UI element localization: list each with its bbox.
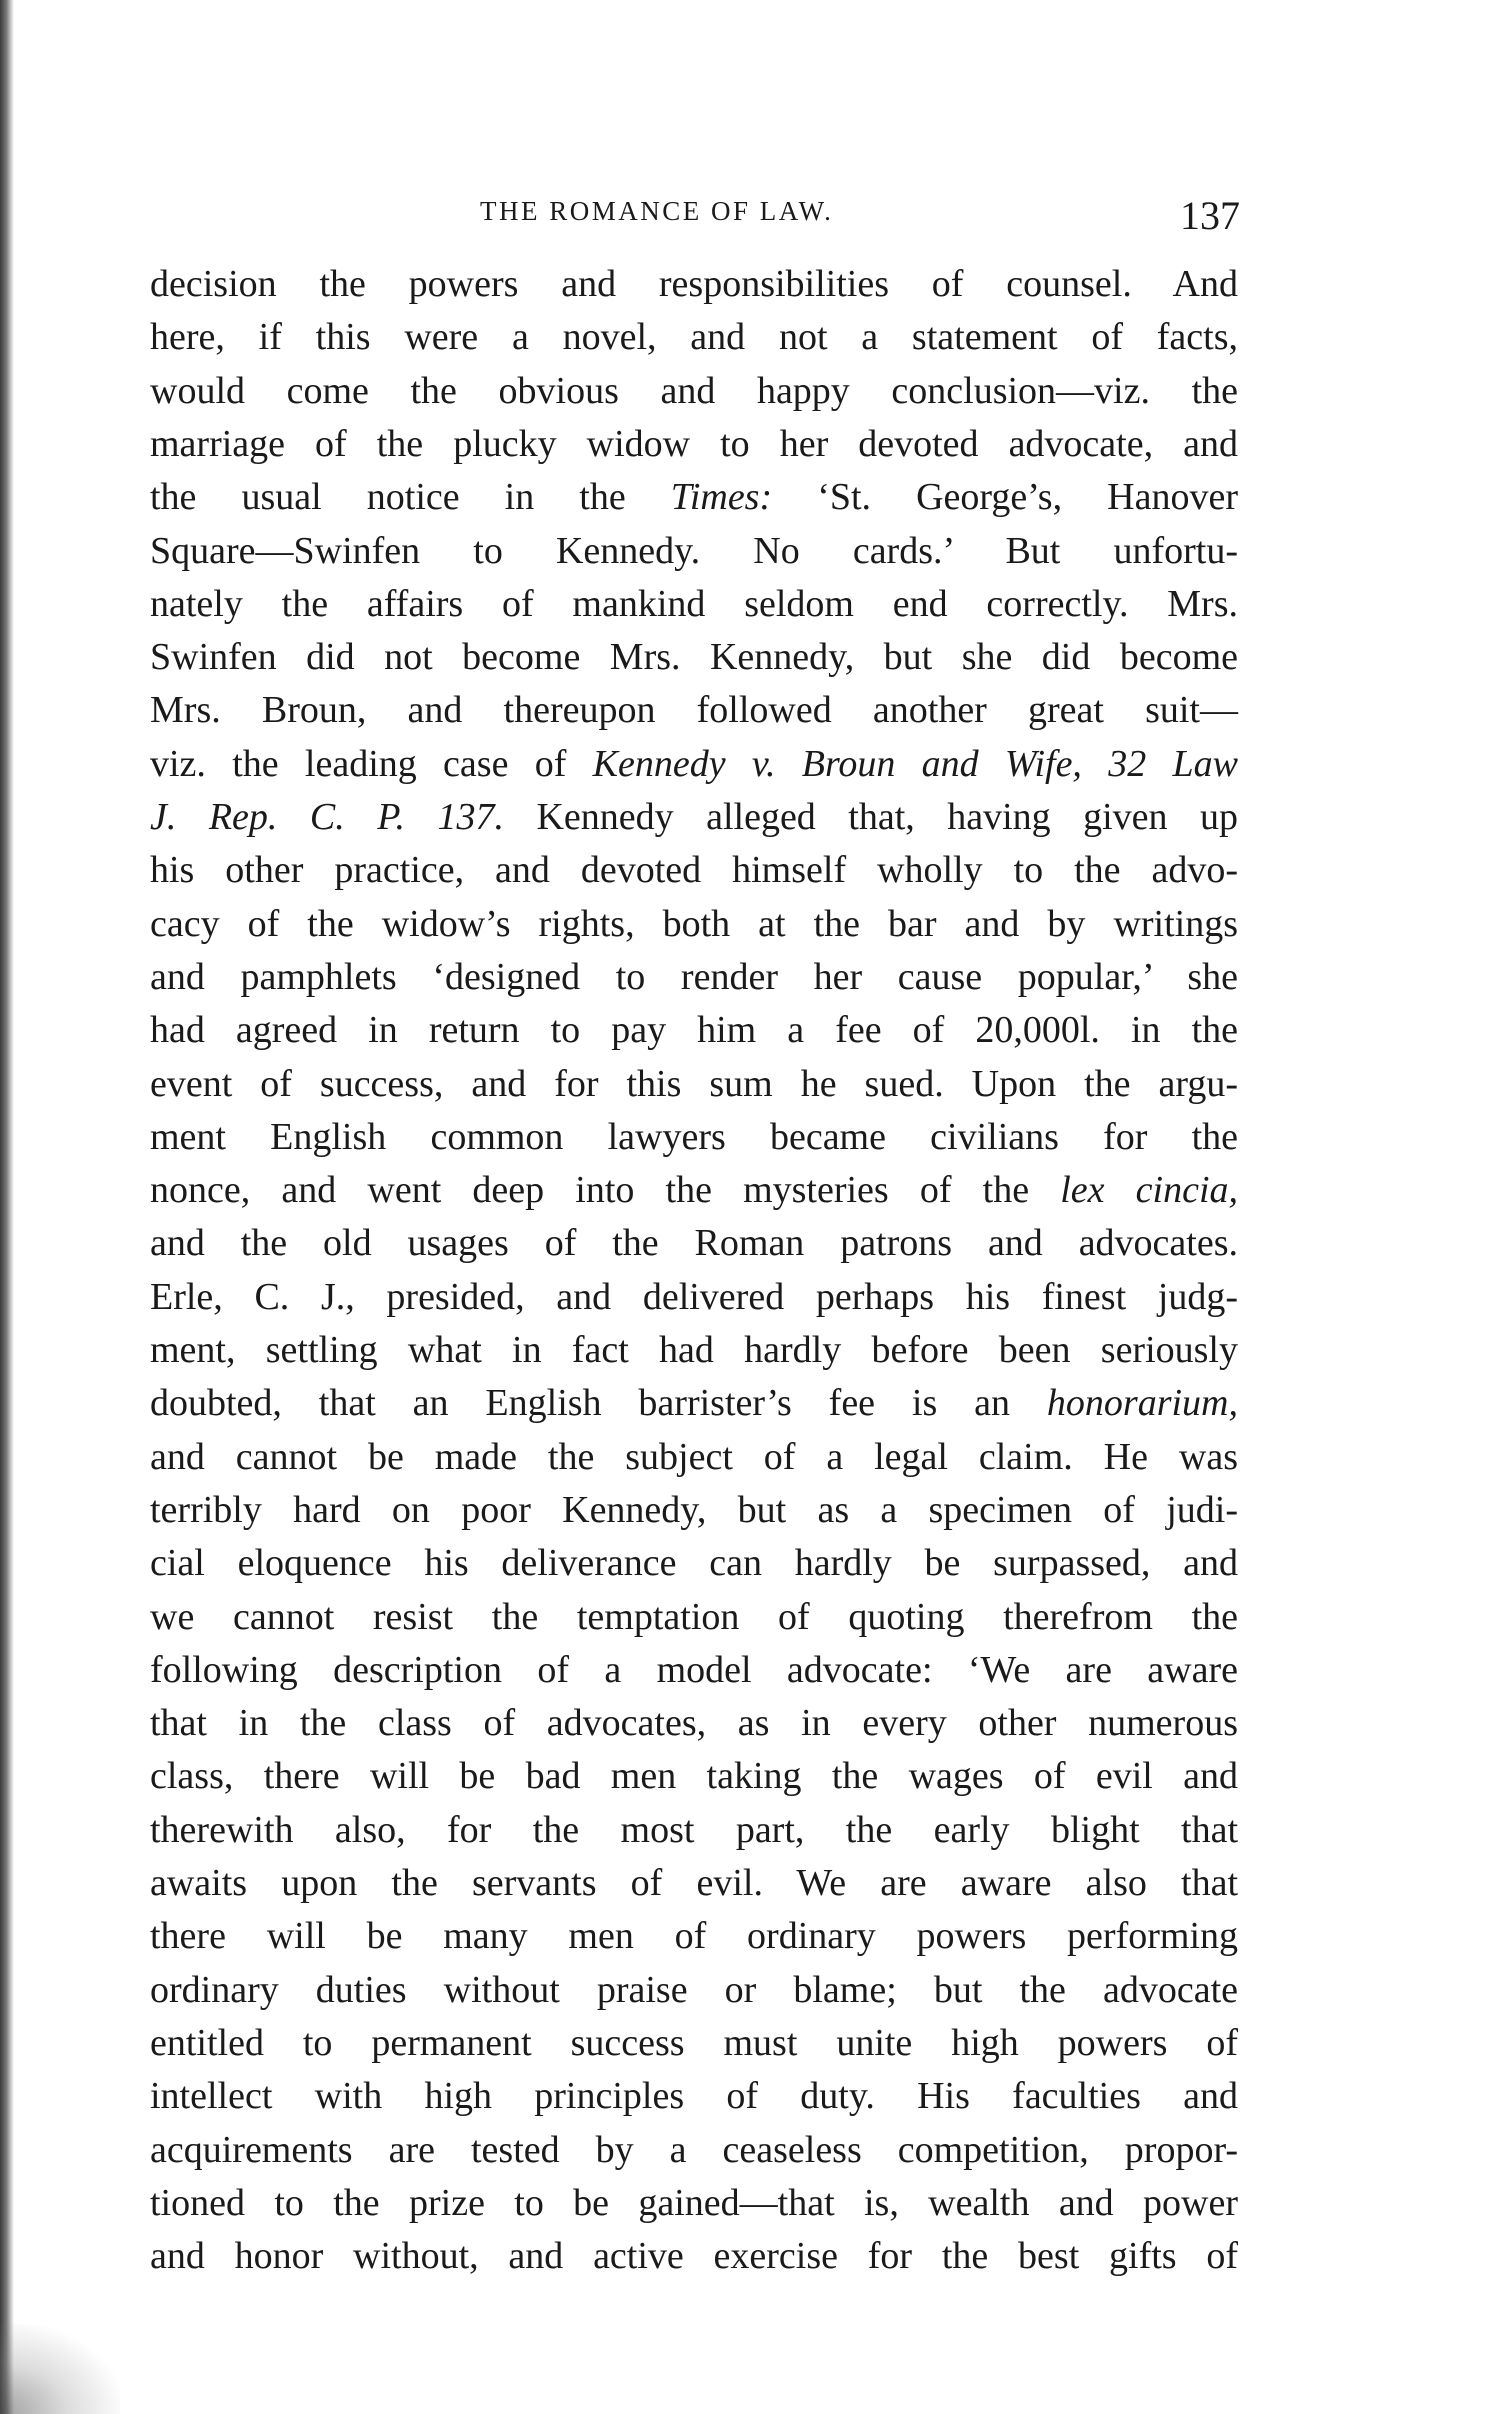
text-line: acquirements are tested by a ceaseless competition, propor-	[150, 2128, 1238, 2171]
text-line: there will be many men of ordinary powers performing	[150, 1915, 1238, 1958]
text-line: following description of a model advocate: ‘We are aware	[150, 1648, 1238, 1691]
text-line: ordinary duties without praise or blame; but the advocate	[150, 1968, 1238, 2011]
text-line: class, there will be bad men taking the wages of evil and	[150, 1755, 1238, 1798]
text-line: we cannot resist the temptation of quoting therefrom the	[150, 1595, 1238, 1638]
text-line: and honor without, and active exercise for the best gifts of	[150, 2235, 1238, 2278]
text-line: nately the affairs of mankind seldom end correctly. Mrs.	[150, 582, 1238, 625]
page-number: 137	[1180, 193, 1240, 238]
running-head: THE ROMANCE OF LAW.	[480, 196, 834, 226]
text-line: intellect with high principles of duty. His faculties and	[150, 2075, 1238, 2118]
text-line: Square—Swinfen to Kennedy. No cards.’ But unfortu-	[150, 529, 1238, 572]
text-line: Swinfen did not become Mrs. Kennedy, but she did become	[150, 636, 1238, 679]
text-line: marriage of the plucky widow to her devoted advocate, and	[150, 422, 1238, 465]
text-line: and pamphlets ‘designed to render her cause popular,’ she	[150, 955, 1238, 998]
text-line: and cannot be made the subject of a legal claim. He was	[150, 1435, 1238, 1478]
text-line: cacy of the widow’s rights, both at the bar and by writings	[150, 902, 1238, 945]
text-line: J. Rep. C. P. 137. Kennedy alleged that, having given up	[150, 796, 1239, 838]
text-line: ment English common lawyers became civilians for the	[150, 1115, 1238, 1158]
text-line: the usual notice in the Times: ‘St. George’s, Hanover	[150, 476, 1238, 519]
text-line: his other practice, and devoted himself wholly to the advo-	[150, 849, 1238, 892]
text-line: here, if this were a novel, and not a statement of facts,	[150, 316, 1238, 359]
text-line: nonce, and went deep into the mysteries of the lex cincia,	[150, 1169, 1238, 1212]
text-line: doubted, that an English barrister’s fee is an honorarium,	[150, 1382, 1238, 1425]
text-line: Erle, C. J., presided, and delivered perhaps his finest judg-	[150, 1275, 1238, 1318]
text-line: ment, settling what in fact had hardly before been seriously	[150, 1329, 1238, 1371]
text-line: awaits upon the servants of evil. We are aware also that	[150, 1862, 1238, 1904]
text-line: tioned to the prize to be gained—that is, wealth and power	[150, 2181, 1238, 2224]
text-line: Mrs. Broun, and thereupon followed another great suit—	[150, 689, 1238, 732]
text-line: event of success, and for this sum he sued. Upon the argu-	[150, 1062, 1238, 1105]
text-line: that in the class of advocates, as in every other numerous	[150, 1702, 1238, 1745]
text-line: entitled to permanent success must unite high powers of	[150, 2021, 1238, 2064]
text-line: viz. the leading case of Kennedy v. Broun and Wife, 32 Law	[150, 742, 1238, 785]
text-line: would come the obvious and happy conclusion—viz. the	[150, 369, 1238, 412]
text-line: cial eloquence his deliverance can hardly be surpassed, and	[150, 1542, 1238, 1585]
text-line: decision the powers and responsibilities of counsel. And	[150, 263, 1238, 305]
text-line: terribly hard on poor Kennedy, but as a specimen of judi-	[150, 1488, 1238, 1531]
text-line: and the old usages of the Roman patrons and advocates.	[150, 1222, 1238, 1265]
text-line: therewith also, for the most part, the early blight that	[150, 1808, 1238, 1851]
text-line: had agreed in return to pay him a fee of 20,000l. in the	[150, 1009, 1238, 1052]
